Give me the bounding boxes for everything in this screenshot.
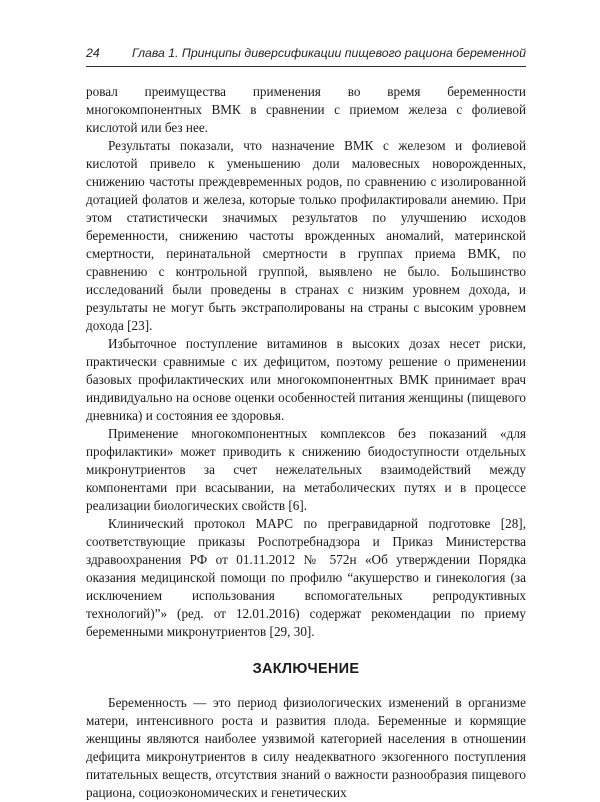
conclusion-paragraph: Беременность — это период физиологических изменений в организме матери, интенсивного роста и развития плода. Беременные и кормящие женщины являются наиболее уязвимой категорией населения в отношении дефицита микронутриентов в силу неадекватного экзогенного поступления питательных веществ, отсутствия знаний о важности разнообразия пищевого рациона, социоэкономических и генетических — [86, 695, 526, 800]
body-paragraph: Избыточное поступление витаминов в высоких дозах несет риски, практически сравнимые с их дефицитом, поэтому решение о применении базовых профилактических или многокомпонентных ВМК принимает врач индивидуально на основе оценки особенностей питания женщины (пищевого дневника) и состояния ее здоровья. — [86, 336, 526, 423]
running-header — [86, 44, 526, 64]
body-paragraph: Результаты показали, что назначение ВМК с железом и фолиевой кислотой привело к уменьшению доли маловесных новорожденных, снижению частоты преждевременных родов, по сравнению с изолированной дотацией фолатов и железа, которые только профилактировали анемию. При этом статистически значимых результатов по улучшению исходов беременности, снижению частоты врожденных аномалий, материнской смертности, перинатальной смертности в группах приема ВМК, по сравнению с контрольной группой, выявлено не было. Большинство исследований были проведены в странах с низким уровнем дохода, и результаты не могут быть экстраполированы на страны с высоким уровнем дохода [23]. — [86, 138, 526, 333]
section-heading: ЗАКЛЮЧЕНИЕ — [252, 661, 360, 677]
running-header-title: Глава 1. Принципы диверсификации пищевого рациона беременной — [131, 46, 526, 60]
header-rule — [86, 66, 526, 67]
body-paragraph: Применение многокомпонентных комплексов без показаний «для профилактики» может приводить к снижению биодоступности отдельных микронутриентов за счет нежелательных взаимодействий между компонентами при всасывании, на метаболических путях и в процессе реализации биологических свойств [6]. — [86, 426, 526, 513]
body-paragraph: ровал преимущества применения во время беременности многокомпонентных ВМК в сравнении с приемом железа с фолиевой кислотой или без нее. — [86, 84, 526, 135]
page-body — [86, 83, 526, 802]
page-number: 24 — [86, 46, 100, 60]
body-paragraph: Клинический протокол МАРС по прегравидарной подготовке [28], соответствующие приказы Роспотребнадзора и Приказ Министерства здравоохранения РФ от 01.11.2012 № 572н «Об утверждении Порядка оказания медицинской помощи по профилю “акушерство и гинекология (за исключением использования вспомогательных репродуктивных технологий)”» (ред. от 12.01.2016) содержат рекомендации по приему беременными микронутриентов [29, 30]. — [86, 516, 526, 639]
